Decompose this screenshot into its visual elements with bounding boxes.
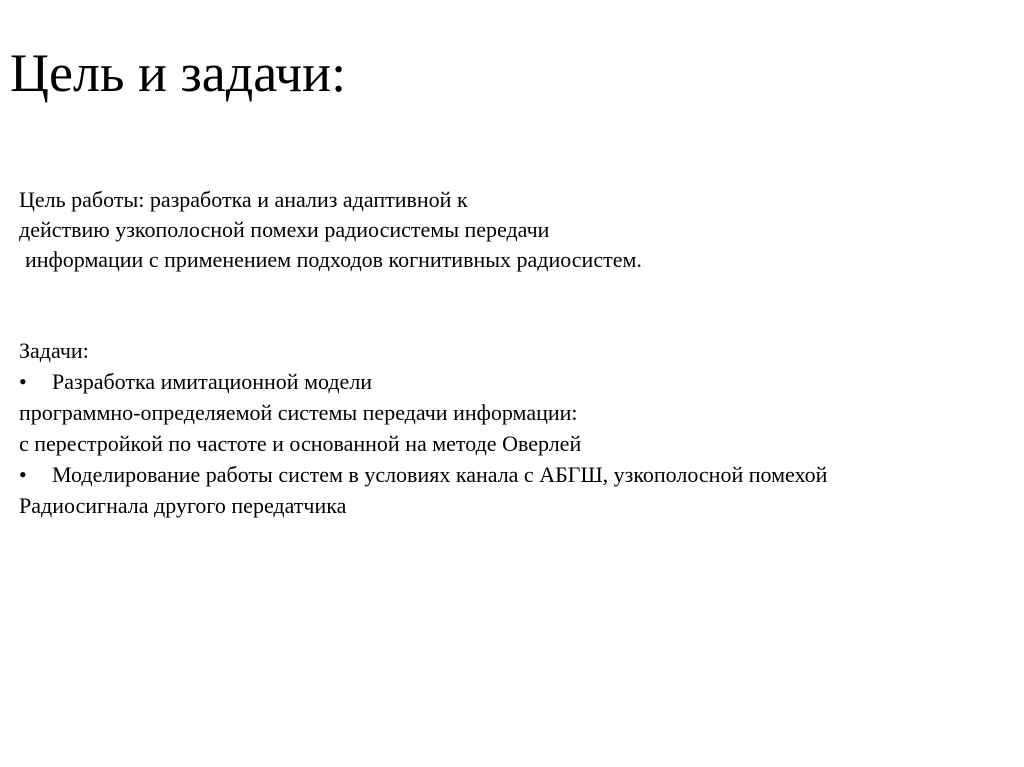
task-item-1-text: Разработка имитационной модели bbox=[52, 369, 373, 394]
bullet-icon: • bbox=[19, 369, 27, 394]
tasks-block bbox=[19, 335, 1009, 521]
tasks-heading: Задачи: bbox=[19, 338, 89, 363]
task-item-1-continuation-1: программно-определяемой системы передачи информации: bbox=[19, 400, 578, 425]
task-item-2-continuation: Радиосигнала другого передатчика bbox=[19, 493, 347, 518]
bullet-icon: • bbox=[19, 462, 27, 487]
goal-block bbox=[19, 185, 1009, 275]
goal-line-3: информации с применением подходов когнитивных радиосистем. bbox=[25, 247, 642, 272]
task-item-1 bbox=[19, 366, 1009, 397]
goal-line-1: Цель работы: разработка и анализ адаптивной к bbox=[19, 187, 468, 212]
task-item-2 bbox=[19, 459, 1009, 490]
goal-line-2: действию узкополосной помехи радиосистемы передачи bbox=[19, 217, 550, 242]
task-item-1-continuation-2: с перестройкой по частоте и основанной на методе Оверлей bbox=[19, 431, 582, 456]
task-item-2-text: Моделирование работы систем в условиях канала с АБГШ, узкополосной помехой bbox=[52, 462, 828, 487]
slide-title: Цель и задачи: bbox=[10, 43, 347, 103]
